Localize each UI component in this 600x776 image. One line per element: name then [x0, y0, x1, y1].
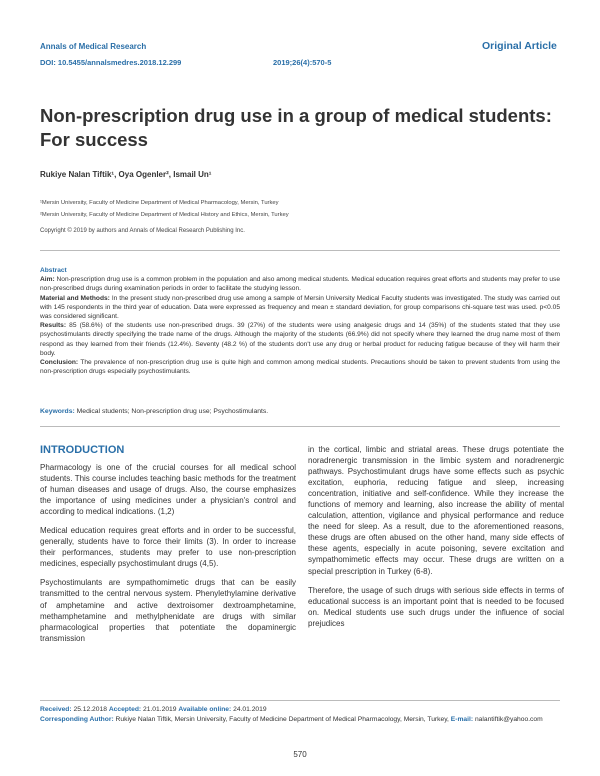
dates-line [40, 705, 560, 715]
keywords-line [40, 408, 268, 415]
article-type-label: Original Article [482, 40, 557, 52]
received-date: 25.12.2018 [73, 706, 107, 713]
received-label: Received: [40, 706, 72, 713]
divider-top [40, 250, 560, 251]
page-number: 570 [293, 750, 307, 759]
conclusion-text: The prevalence of non-prescription drug use is quite high and common among medical students. Precautions should be taken to prevent students from using the non-prescription drugs especially psychostimulants. [40, 359, 560, 376]
introduction-heading: INTRODUCTION [40, 444, 125, 456]
copyright-notice: Copyright © 2019 by authors and Annals of Medical Research Publishing Inc. [40, 228, 245, 234]
online-date: 24.01.2019 [233, 706, 267, 713]
article-title: Non-prescription drug use in a group of medical students: For success [40, 105, 552, 150]
intro-paragraph: Therefore, the usage of such drugs with serious side effects in terms of educational success is an important point that is needed to be focused on. Medical students use such drugs under the influence of social prejudices [308, 585, 564, 628]
affiliation-2: ²Mersin University, Faculty of Medicine Department of Medical History and Ethics, Mersin, Turkey [40, 212, 289, 218]
accepted-date: 21.01.2019 [143, 706, 177, 713]
intro-paragraph: Pharmacology is one of the crucial courses for all medical school students. This course includes teaching basic methods for the treatment of human diseases and usage of drugs. Also, the course emphasizes the importance of using medicines under a physician's control and according to medical indications. (1,2) [40, 463, 296, 517]
journal-name: Annals of Medical Research [40, 42, 147, 51]
affiliation-1: ¹Mersin University, Faculty of Medicine Department of Medical Pharmacology, Mersin, Turkey [40, 200, 279, 206]
methods-text: In the present study non-prescribed drug use among a sample of Mersin University Medical Faculty students was investigated. The study was carried out with 145 respondents in the third year of education. Data were expressed as frequency and mean ± standard deviation, for group comparisons chi-square test was used. p<0.05 was considered significant. [40, 294, 560, 321]
abstract-block [40, 266, 560, 376]
email-address[interactable]: nalantiftik@yahoo.com [474, 716, 543, 723]
aim-text: Non-prescription drug use is a common problem in the population and also among medical students. Medical education requires great efforts and students may prefer to use non-prescribed drugs during examination periods in order to facilitate the studying lesson. [40, 276, 560, 293]
intro-left-column [40, 462, 296, 652]
corresponding-label: Corresponding Author: [40, 716, 114, 723]
abstract-heading: Abstract [40, 267, 67, 274]
conclusion-label: Conclusion: [40, 359, 79, 367]
footer-info [40, 705, 560, 725]
corresponding-text: Rukiye Nalan Tiftik, Mersin University, Faculty of Medicine Department of Medical Pharmacology, Mersin, Turkey, [115, 716, 449, 723]
corresponding-line [40, 715, 560, 725]
intro-paragraph: in the cortical, limbic and striatal areas. These drugs potentiate the noradrenergic transmission in the limbic system and noradrenergic pathways. Psychostimulant drugs have some effects such as psychic excitation, euphoria, reducing fatigue and sleep, increasing concentration, initiative and self-confidence. While they increase the functions of memory and learning, also increase the ability of mental calculation, attention, vigilance and physical performance and reduce the need for sleep. As a result, due to the aforementioned reasons, these drugs are often abused on the other hand, many side effects of these agents, especially in acute poisoning, severe excitation and sympathomimetic effects may occur. These drugs are written on a special prescription in Turkey (6-8). [308, 445, 564, 576]
intro-paragraph: Psychostimulants are sympathomimetic drugs that can be easily transmitted to the central nervous system. Phenylethylamine derivative of amphetamine and active dextroisomer dextroamphetamine, methamphetamine and methylphenidate are drugs with similar pharmacological properties that potentiate the dopaminergic transmission [40, 578, 296, 643]
email-label: E-mail: [450, 716, 474, 723]
intro-right-column [308, 444, 564, 637]
keywords-text: Medical students; Non-prescription drug use; Psychostimulants. [76, 408, 269, 415]
divider-mid [40, 426, 560, 427]
results-label: Results: [40, 322, 67, 330]
divider-footer [40, 700, 560, 701]
methods-label: Material and Methods: [40, 294, 110, 302]
volume-info: 2019;26(4):570-5 [273, 58, 332, 67]
accepted-label: Accepted: [108, 706, 142, 713]
results-text: 85 (58.6%) of the students use non-prescribed drugs. 39 (27%) of the students were using analgesic drugs and 14 (35%) of the students stated that they use psychostimulants directly specifying the trade name of the drugs. Although the majority of the students (66.9%) did not specify where they learned the drug name most of them respond as they learned from their friends (12.4%). Seventy (48.2 %) of the students don't use any drug or herbal product for reducing fatigue because of they will harm their body. [40, 322, 560, 357]
keywords-label: Keywords: [40, 408, 75, 415]
aim-label: Aim: [40, 276, 55, 284]
doi-text: DOI: 10.5455/annalsmedres.2018.12.299 [40, 58, 182, 67]
intro-paragraph: Medical education requires great efforts and in order to be successful, generally, students have to force their limits (3). In order to increase their performances, students may prefer to use non-prescription medicines, especially psychostimulant drugs (4,5). [40, 526, 296, 569]
author-list: Rukiye Nalan Tiftik¹, Oya Ogenler², Ismail Un¹ [40, 170, 212, 179]
online-label: Available online: [178, 706, 232, 713]
